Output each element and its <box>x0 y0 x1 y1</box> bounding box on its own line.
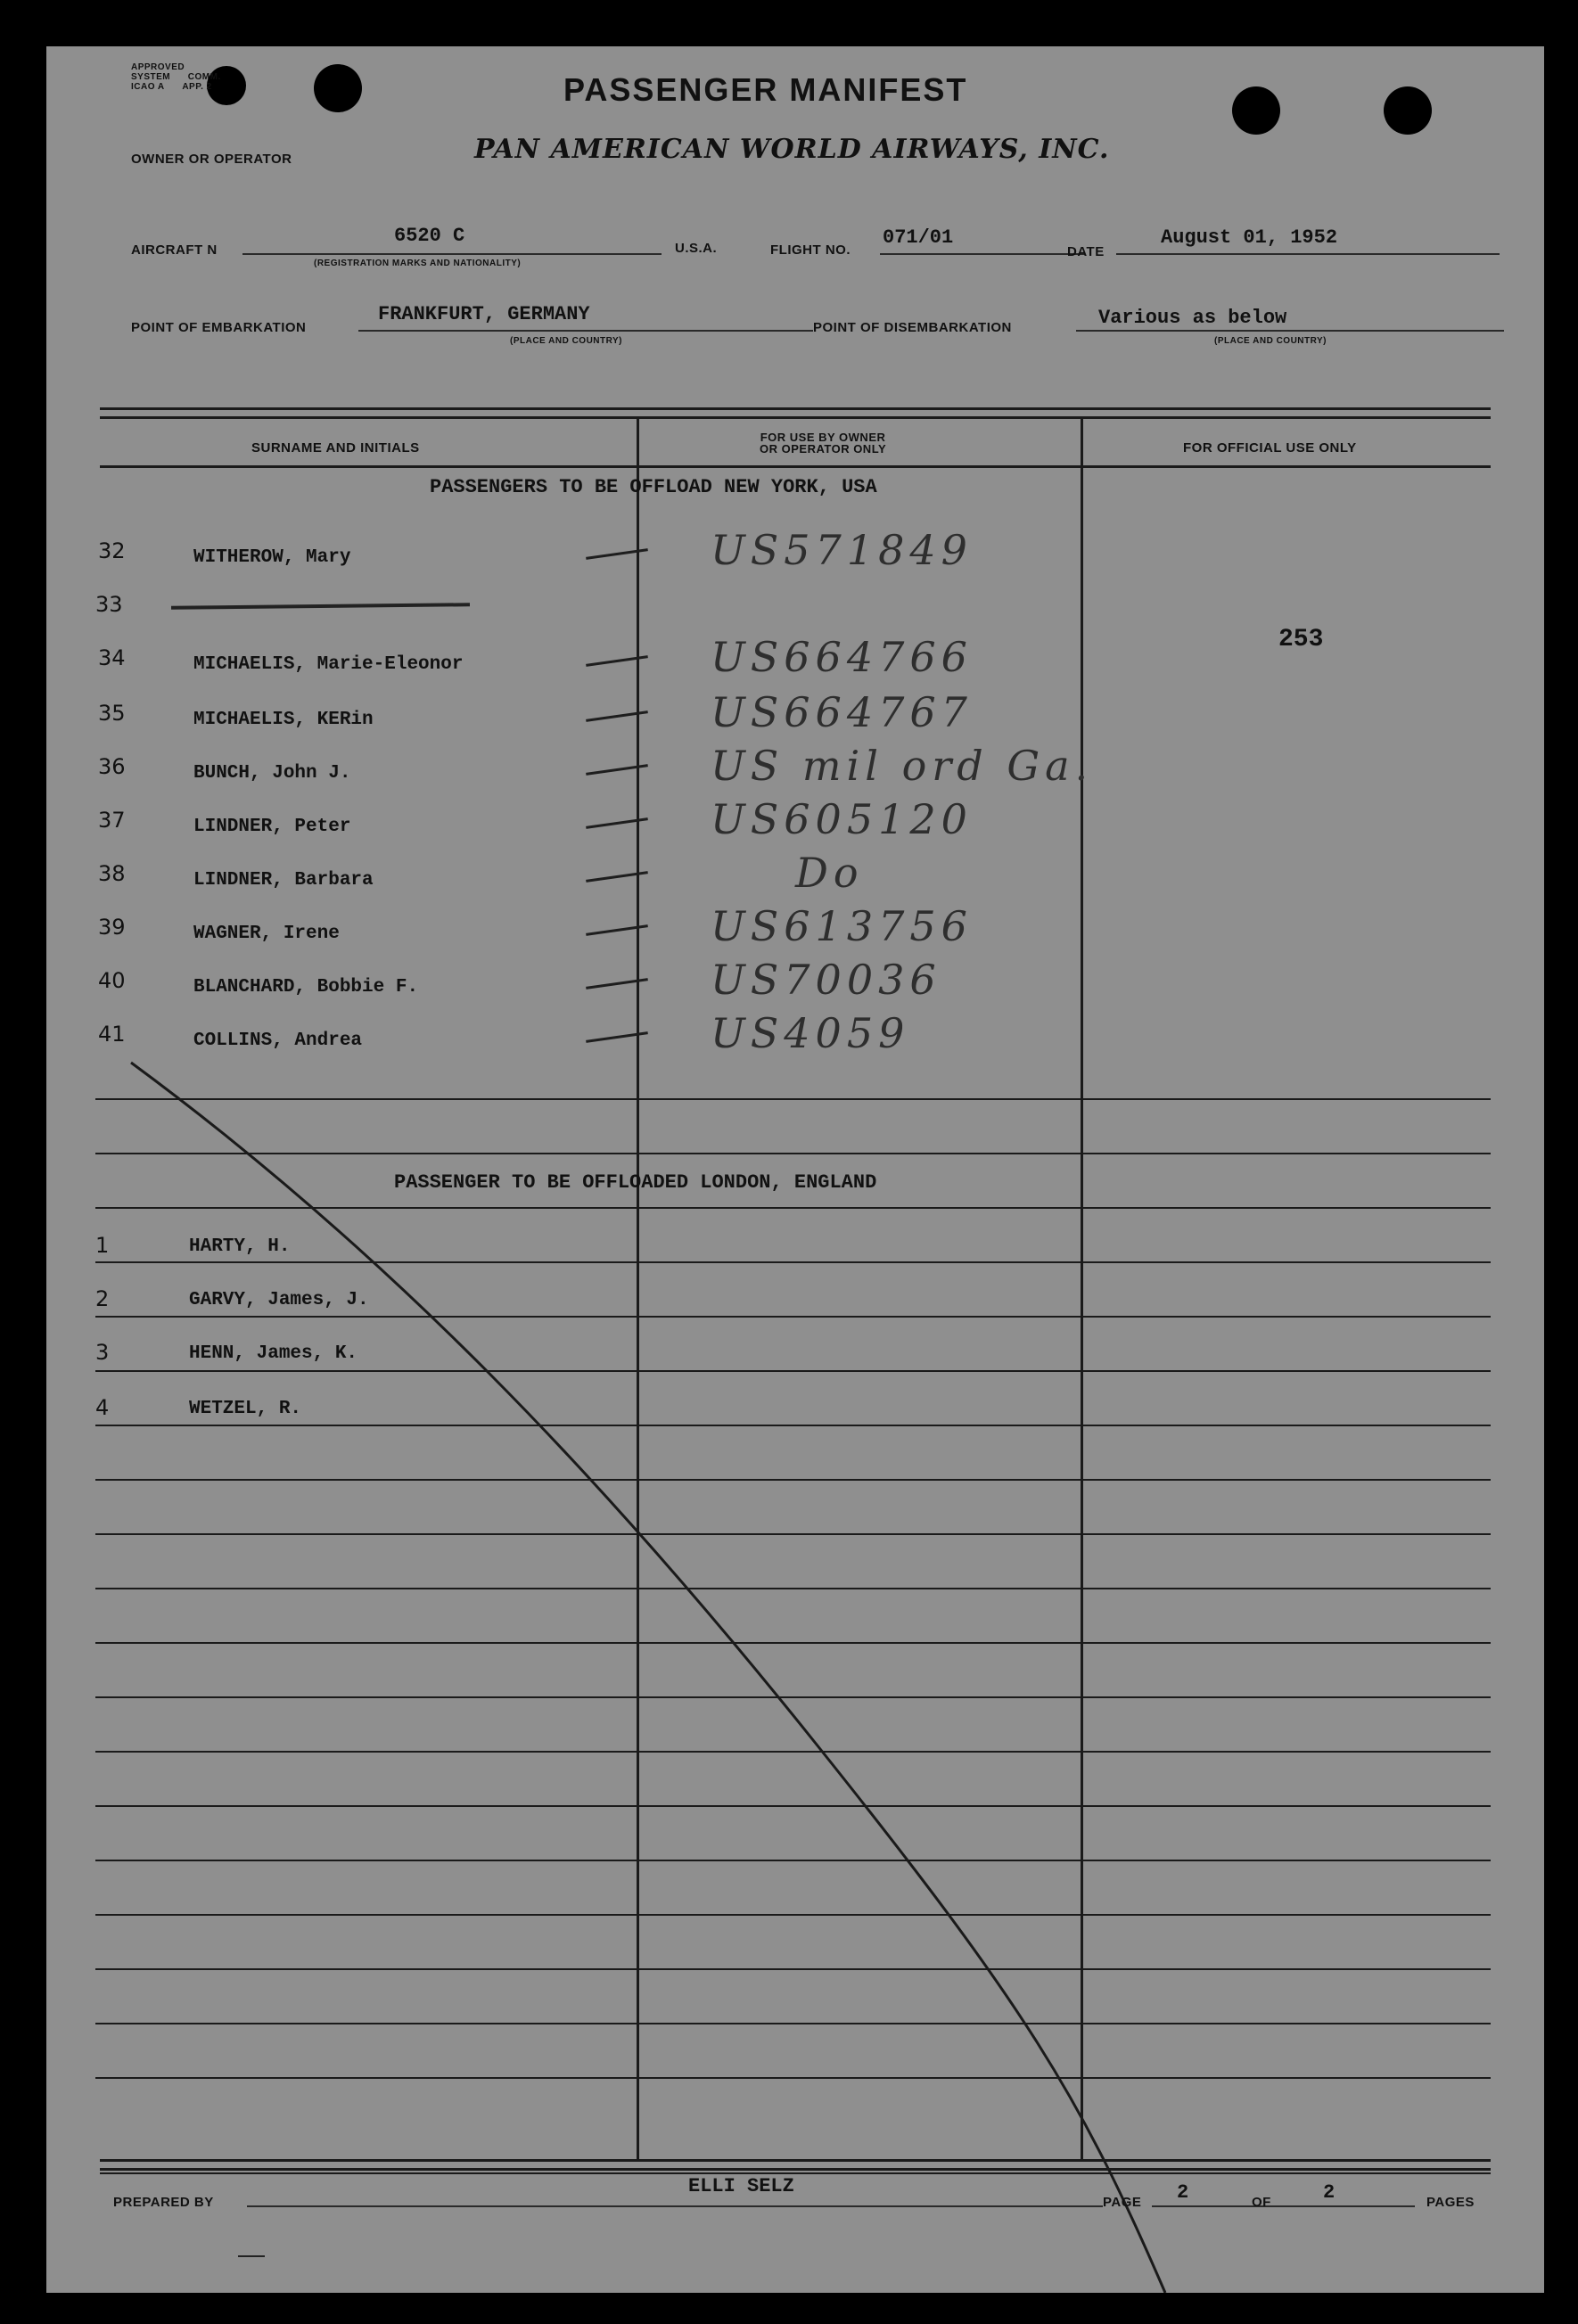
pages-label: PAGES <box>1426 2195 1475 2210</box>
registration-caption: (REGISTRATION MARKS AND NATIONALITY) <box>314 259 522 268</box>
row-rule <box>95 1860 1491 1861</box>
passenger-name: LINDNER, Barbara <box>193 870 374 891</box>
row-number: 2 <box>95 1286 110 1311</box>
row-rule <box>95 1751 1491 1753</box>
row-number: 38 <box>98 861 126 886</box>
footer-dash <box>238 2255 265 2257</box>
airline-name: PAN AMERICAN WORLD AIRWAYS, INC. <box>474 134 1110 165</box>
passenger-name: BUNCH, John J. <box>193 763 351 784</box>
row-rule <box>95 1316 1491 1318</box>
row-rule <box>95 1207 1491 1209</box>
row-rule <box>95 1588 1491 1589</box>
passport-note: US4059 <box>711 1009 910 1057</box>
row-number: 35 <box>98 701 126 726</box>
row-rule <box>95 1642 1491 1644</box>
passenger-name: HARTY, H. <box>189 1236 291 1257</box>
row-rule <box>95 1533 1491 1535</box>
place-caption-disembark: (PLACE AND COUNTRY) <box>1214 336 1327 346</box>
punch-hole-right <box>1232 86 1280 135</box>
row-number: 34 <box>98 645 126 670</box>
col-owner-use: FOR USE BY OWNER OR OPERATOR ONLY <box>760 431 887 456</box>
passport-note: US70036 <box>711 956 941 1004</box>
row-rule <box>95 1370 1491 1372</box>
row-rule <box>95 2077 1491 2079</box>
row-number: 39 <box>98 915 126 940</box>
flight-label: FLIGHT NO. <box>770 242 851 258</box>
punch-hole-left <box>314 64 362 112</box>
passport-note: US664767 <box>711 688 973 736</box>
section-new-york: PASSENGERS TO BE OFFLOAD NEW YORK, USA <box>430 476 877 498</box>
flight-value: 071/01 <box>883 226 954 249</box>
row-rule <box>95 1098 1491 1100</box>
row-rule <box>95 1805 1491 1807</box>
embarkation-label: POINT OF EMBARKATION <box>131 320 307 335</box>
disembarkation-label: POINT OF DISEMBARKATION <box>813 320 1012 335</box>
aircraft-value: 6520 C <box>394 225 465 247</box>
strike-row-33 <box>171 603 470 610</box>
col-surname: SURNAME AND INITIALS <box>251 440 420 456</box>
row-rule <box>95 2023 1491 2024</box>
row-number: 1 <box>95 1233 110 1258</box>
cancellation-line <box>46 46 1544 2293</box>
approval-stamp: APPROVED SYSTEM COMM. ICAO A APP. 2 <box>131 62 221 92</box>
passport-note: US mil ord Ga. <box>711 742 1094 790</box>
embarkation-value: FRANKFURT, GERMANY <box>378 303 590 325</box>
date-value: August 01, 1952 <box>1161 226 1338 249</box>
of-label: OF <box>1252 2195 1271 2210</box>
place-caption-embark: (PLACE AND COUNTRY) <box>510 336 622 346</box>
row-number: 37 <box>98 808 126 833</box>
passenger-name: WAGNER, Irene <box>193 924 340 944</box>
official-value: 253 <box>1278 626 1324 653</box>
passport-note: US613756 <box>711 902 973 950</box>
passport-note: US571849 <box>711 526 973 574</box>
owner-label: OWNER OR OPERATOR <box>131 152 292 167</box>
passport-note: Do <box>795 849 864 897</box>
row-number: 3 <box>95 1340 110 1365</box>
passenger-name: GARVY, James, J. <box>189 1290 369 1310</box>
passenger-name: MICHAELIS, Marie-Eleonor <box>193 654 464 675</box>
passenger-name: BLANCHARD, Bobbie F. <box>193 977 419 998</box>
page-label: PAGE <box>1103 2195 1142 2210</box>
passenger-name: MICHAELIS, KERin <box>193 710 374 730</box>
disembarkation-value: Various as below <box>1098 307 1287 329</box>
pages-total: 2 <box>1323 2181 1336 2204</box>
manifest-page <box>46 46 1544 2293</box>
prepared-by-label: PREPARED BY <box>113 2195 214 2210</box>
page-number: 2 <box>1177 2181 1189 2204</box>
row-rule <box>95 1479 1491 1481</box>
row-number: 40 <box>98 968 126 993</box>
row-number: 33 <box>95 592 123 617</box>
usa-label: U.S.A. <box>675 241 718 256</box>
passenger-name: HENN, James, K. <box>189 1343 358 1364</box>
passenger-name: WITHEROW, Mary <box>193 547 351 568</box>
row-number: 36 <box>98 754 126 779</box>
row-rule <box>95 1153 1491 1154</box>
row-rule <box>95 1425 1491 1426</box>
aircraft-label: AIRCRAFT N <box>131 242 218 258</box>
row-rule <box>95 1261 1491 1263</box>
passenger-name: WETZEL, R. <box>189 1399 302 1419</box>
passenger-name: COLLINS, Andrea <box>193 1031 363 1051</box>
col-official: FOR OFFICIAL USE ONLY <box>1183 440 1357 456</box>
punch-hole-right-2 <box>1384 86 1432 135</box>
row-rule <box>95 1696 1491 1698</box>
row-number: 41 <box>98 1022 126 1047</box>
row-number: 32 <box>98 538 126 563</box>
row-rule <box>95 1968 1491 1970</box>
form-title: PASSENGER MANIFEST <box>563 71 968 108</box>
passenger-name: LINDNER, Peter <box>193 817 351 837</box>
passport-note: US605120 <box>711 795 973 843</box>
preparer-name: ELLI SELZ <box>688 2175 794 2197</box>
section-london: PASSENGER TO BE OFFLOADED LONDON, ENGLAND <box>394 1171 877 1194</box>
row-rule <box>95 1914 1491 1916</box>
passport-note: US664766 <box>711 633 973 681</box>
row-number: 4 <box>95 1395 110 1420</box>
date-label: DATE <box>1067 244 1105 259</box>
